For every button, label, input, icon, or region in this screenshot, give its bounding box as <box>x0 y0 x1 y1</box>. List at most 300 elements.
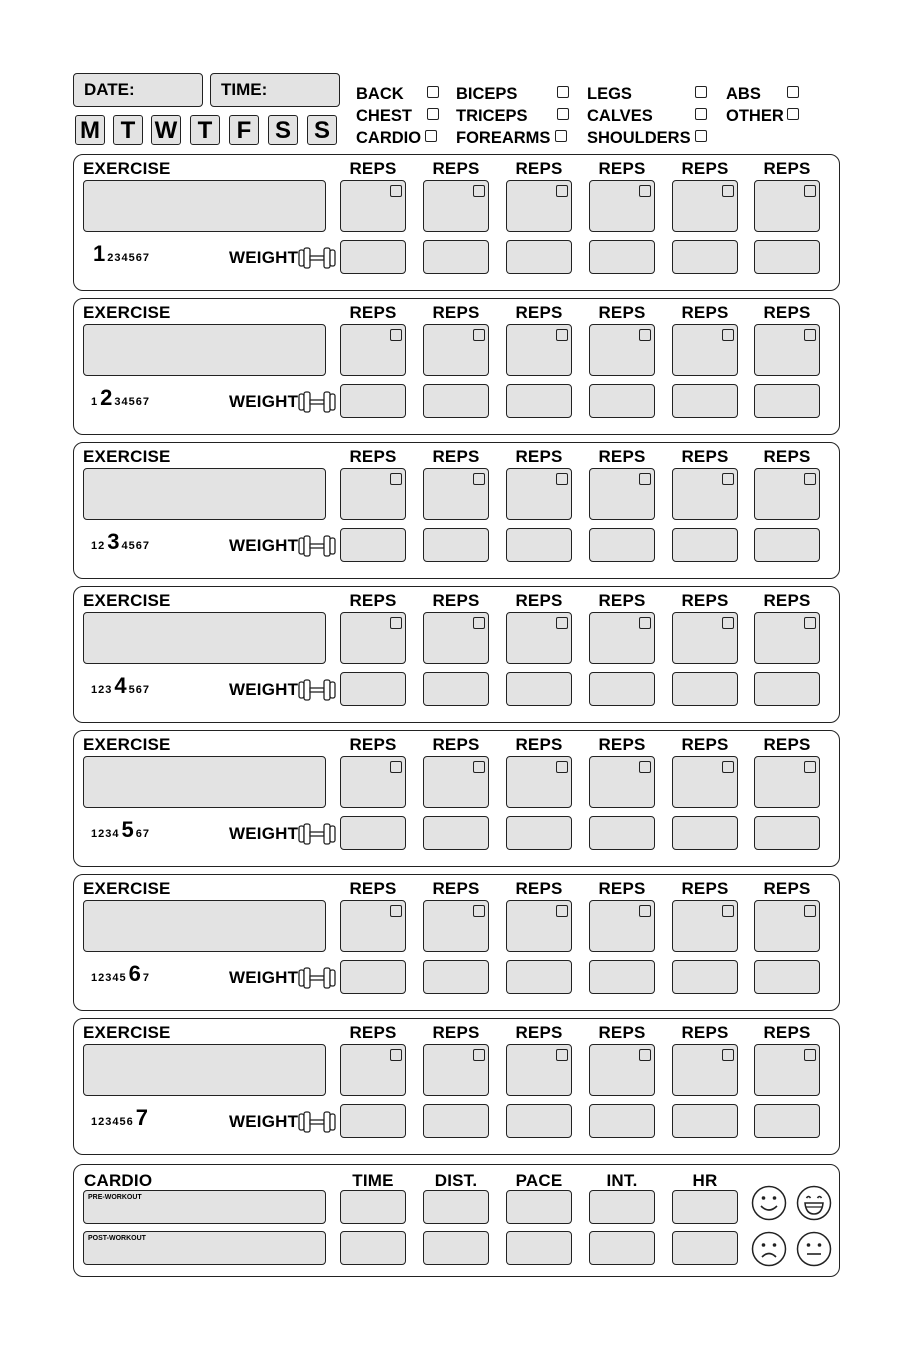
reps-field-set-6[interactable] <box>754 612 820 664</box>
reps-field-set-4[interactable] <box>589 900 655 952</box>
exercise-name-field[interactable] <box>83 180 326 232</box>
reps-field-set-1[interactable] <box>340 468 406 520</box>
reps-label: REPS <box>598 447 646 466</box>
dumbbell-icon <box>298 533 336 559</box>
weight-field-set-3[interactable] <box>506 816 572 850</box>
weight-field-set-3[interactable] <box>506 240 572 274</box>
post-hr-field[interactable] <box>672 1231 738 1265</box>
day-number: 3 <box>105 972 112 984</box>
weight-field-set-4[interactable] <box>589 384 655 418</box>
reps-field-set-2[interactable] <box>423 468 489 520</box>
exercise-label: EXERCISE <box>83 303 171 322</box>
reps-label: REPS <box>681 1023 729 1042</box>
muscle-checkbox-forearms[interactable] <box>555 130 567 142</box>
reps-label: REPS <box>515 591 563 610</box>
day-number: 1 <box>91 828 98 840</box>
set-complete-checkbox[interactable] <box>473 761 485 773</box>
day-number: 5 <box>121 817 134 842</box>
weight-field-set-4[interactable] <box>589 528 655 562</box>
weight-field-set-5[interactable] <box>672 1104 738 1138</box>
weight-field-set-2[interactable] <box>423 960 489 994</box>
reps-field-set-5[interactable] <box>672 324 738 376</box>
post-workout-field[interactable] <box>83 1231 326 1265</box>
day-thursday[interactable]: T <box>190 115 220 145</box>
reps-label: REPS <box>681 591 729 610</box>
set-complete-checkbox[interactable] <box>804 617 816 629</box>
day-number: 6 <box>135 252 142 264</box>
day-number: 7 <box>142 684 149 696</box>
weight-field-set-3[interactable] <box>506 1104 572 1138</box>
day-number: 1 <box>93 241 106 266</box>
day-number: 3 <box>114 396 121 408</box>
reps-label: REPS <box>763 303 811 322</box>
weight-field-set-6[interactable] <box>754 816 820 850</box>
day-number-indicator <box>91 817 150 843</box>
weight-field-set-3[interactable] <box>506 528 572 562</box>
pre-int-field[interactable] <box>589 1190 655 1224</box>
muscle-checkbox-other[interactable] <box>787 108 799 120</box>
dumbbell-icon <box>298 245 336 271</box>
reps-field-set-1[interactable] <box>340 1044 406 1096</box>
exercise-block-5 <box>73 730 840 867</box>
day-number: 6 <box>135 828 142 840</box>
set-complete-checkbox[interactable] <box>722 617 734 629</box>
muscle-label-cardio: CARDIO <box>356 129 422 147</box>
reps-label: REPS <box>598 879 646 898</box>
set-complete-checkbox[interactable] <box>556 905 568 917</box>
day-number: 2 <box>107 252 114 264</box>
weight-field-set-1[interactable] <box>340 960 406 994</box>
set-complete-checkbox[interactable] <box>804 905 816 917</box>
weight-field-set-5[interactable] <box>672 240 738 274</box>
weight-label: WEIGHT <box>229 392 299 411</box>
set-complete-checkbox[interactable] <box>390 905 402 917</box>
reps-label: REPS <box>515 1023 563 1042</box>
weight-field-set-5[interactable] <box>672 672 738 706</box>
weight-field-set-1[interactable] <box>340 240 406 274</box>
day-number: 6 <box>135 540 142 552</box>
weight-field-set-4[interactable] <box>589 672 655 706</box>
day-number: 5 <box>119 1116 126 1128</box>
reps-label: REPS <box>681 303 729 322</box>
day-sunday[interactable]: S <box>307 115 337 145</box>
reps-label: REPS <box>349 447 397 466</box>
reps-label: REPS <box>515 879 563 898</box>
weight-field-set-3[interactable] <box>506 672 572 706</box>
reps-label: REPS <box>763 591 811 610</box>
exercise-label: EXERCISE <box>83 159 171 178</box>
weight-field-set-6[interactable] <box>754 240 820 274</box>
weight-field-set-5[interactable] <box>672 528 738 562</box>
pre-dist-field[interactable] <box>423 1190 489 1224</box>
muscle-label-other: OTHER <box>726 107 784 125</box>
reps-field-set-3[interactable] <box>506 468 572 520</box>
day-number: 7 <box>142 540 149 552</box>
weight-field-set-5[interactable] <box>672 384 738 418</box>
reps-label: REPS <box>515 159 563 178</box>
weight-field-set-2[interactable] <box>423 1104 489 1138</box>
set-complete-checkbox[interactable] <box>556 1049 568 1061</box>
reps-field-set-2[interactable] <box>423 1044 489 1096</box>
cardio-col-dist: DIST. <box>434 1171 478 1190</box>
cardio-col-time: TIME <box>352 1171 394 1190</box>
day-number: 3 <box>105 828 112 840</box>
weight-field-set-6[interactable] <box>754 672 820 706</box>
set-complete-checkbox[interactable] <box>556 617 568 629</box>
reps-label: REPS <box>598 735 646 754</box>
muscle-checkbox-biceps[interactable] <box>557 86 569 98</box>
set-complete-checkbox[interactable] <box>639 761 651 773</box>
exercise-block-7 <box>73 1018 840 1155</box>
dumbbell-icon <box>298 821 336 847</box>
reps-field-set-2[interactable] <box>423 324 489 376</box>
set-complete-checkbox[interactable] <box>722 473 734 485</box>
reps-label: REPS <box>515 303 563 322</box>
set-complete-checkbox[interactable] <box>804 329 816 341</box>
reps-field-set-2[interactable] <box>423 612 489 664</box>
weight-field-set-6[interactable] <box>754 384 820 418</box>
muscle-checkbox-shoulders[interactable] <box>695 130 707 142</box>
day-number: 2 <box>98 684 105 696</box>
set-complete-checkbox[interactable] <box>390 185 402 197</box>
set-complete-checkbox[interactable] <box>556 473 568 485</box>
day-number: 3 <box>114 252 121 264</box>
reps-label: REPS <box>432 735 480 754</box>
reps-label: REPS <box>763 447 811 466</box>
reps-field-set-4[interactable] <box>589 180 655 232</box>
day-number: 6 <box>135 684 142 696</box>
reps-field-set-5[interactable] <box>672 900 738 952</box>
exercise-label: EXERCISE <box>83 447 171 466</box>
smile-icon[interactable] <box>751 1185 787 1221</box>
reps-field-set-5[interactable] <box>672 612 738 664</box>
day-number: 6 <box>128 961 141 986</box>
set-complete-checkbox[interactable] <box>722 329 734 341</box>
cardio-col-pace: PACE <box>515 1171 563 1190</box>
exercise-name-field[interactable] <box>83 612 326 664</box>
reps-field-set-4[interactable] <box>589 324 655 376</box>
reps-label: REPS <box>598 1023 646 1042</box>
reps-label: REPS <box>763 159 811 178</box>
dumbbell-icon <box>298 1109 336 1135</box>
exercise-block-3 <box>73 442 840 579</box>
exercise-name-field[interactable] <box>83 756 326 808</box>
reps-field-set-3[interactable] <box>506 900 572 952</box>
weight-field-set-5[interactable] <box>672 816 738 850</box>
muscle-checkbox-back[interactable] <box>427 86 439 98</box>
set-complete-checkbox[interactable] <box>639 329 651 341</box>
reps-label: REPS <box>349 303 397 322</box>
pre-pace-field[interactable] <box>506 1190 572 1224</box>
post-time-field[interactable] <box>340 1231 406 1265</box>
reps-field-set-4[interactable] <box>589 756 655 808</box>
set-complete-checkbox[interactable] <box>473 905 485 917</box>
exercise-block-6 <box>73 874 840 1011</box>
reps-label: REPS <box>349 879 397 898</box>
muscle-checkbox-legs[interactable] <box>695 86 707 98</box>
reps-field-set-3[interactable] <box>506 1044 572 1096</box>
set-complete-checkbox[interactable] <box>639 617 651 629</box>
grin-icon[interactable] <box>796 1185 832 1221</box>
post-dist-field[interactable] <box>423 1231 489 1265</box>
set-complete-checkbox[interactable] <box>390 617 402 629</box>
weight-field-set-1[interactable] <box>340 816 406 850</box>
day-number: 4 <box>112 972 119 984</box>
muscle-checkbox-cardio[interactable] <box>425 130 437 142</box>
muscle-checkbox-abs[interactable] <box>787 86 799 98</box>
exercise-label: EXERCISE <box>83 879 171 898</box>
dumbbell-icon <box>298 677 336 703</box>
muscle-label-abs: ABS <box>726 85 761 103</box>
reps-field-set-4[interactable] <box>589 468 655 520</box>
day-number: 5 <box>128 540 135 552</box>
weight-label: WEIGHT <box>229 536 299 555</box>
day-number: 4 <box>121 396 128 408</box>
set-complete-checkbox[interactable] <box>804 761 816 773</box>
day-number: 7 <box>135 1105 148 1130</box>
reps-field-set-5[interactable] <box>672 180 738 232</box>
day-monday[interactable]: M <box>75 115 105 145</box>
day-number: 1 <box>91 972 98 984</box>
weight-field-set-2[interactable] <box>423 816 489 850</box>
reps-field-set-5[interactable] <box>672 756 738 808</box>
day-number: 4 <box>112 1116 119 1128</box>
day-number: 2 <box>98 1116 105 1128</box>
dumbbell-icon <box>298 389 336 415</box>
day-number: 5 <box>128 396 135 408</box>
reps-field-set-4[interactable] <box>589 1044 655 1096</box>
muscle-label-triceps: TRICEPS <box>456 107 528 125</box>
frown-icon[interactable] <box>751 1231 787 1267</box>
day-number: 2 <box>100 385 113 410</box>
set-complete-checkbox[interactable] <box>390 1049 402 1061</box>
reps-field-set-3[interactable] <box>506 756 572 808</box>
reps-field-set-2[interactable] <box>423 900 489 952</box>
day-number-indicator <box>91 673 150 699</box>
set-complete-checkbox[interactable] <box>556 185 568 197</box>
exercise-name-field[interactable] <box>83 468 326 520</box>
day-number-indicator <box>91 961 150 987</box>
weight-field-set-5[interactable] <box>672 960 738 994</box>
pre-workout-field[interactable] <box>83 1190 326 1224</box>
weight-field-set-1[interactable] <box>340 384 406 418</box>
exercise-block-4 <box>73 586 840 723</box>
set-complete-checkbox[interactable] <box>556 761 568 773</box>
set-complete-checkbox[interactable] <box>473 1049 485 1061</box>
reps-label: REPS <box>598 591 646 610</box>
day-number: 4 <box>112 828 119 840</box>
set-complete-checkbox[interactable] <box>390 329 402 341</box>
reps-label: REPS <box>432 1023 480 1042</box>
post-workout-label: POST-WORKOUT <box>88 1235 146 1242</box>
post-pace-field[interactable] <box>506 1231 572 1265</box>
reps-field-set-2[interactable] <box>423 756 489 808</box>
pre-time-field[interactable] <box>340 1190 406 1224</box>
reps-field-set-1[interactable] <box>340 900 406 952</box>
weight-field-set-4[interactable] <box>589 960 655 994</box>
cardio-panel <box>73 1164 840 1277</box>
reps-field-set-5[interactable] <box>672 1044 738 1096</box>
reps-label: REPS <box>349 1023 397 1042</box>
exercise-block-2 <box>73 298 840 435</box>
muscle-label-back: BACK <box>356 85 404 103</box>
reps-label: REPS <box>349 735 397 754</box>
time-field[interactable] <box>210 73 340 107</box>
reps-label: REPS <box>432 303 480 322</box>
reps-label: REPS <box>763 735 811 754</box>
reps-field-set-3[interactable] <box>506 324 572 376</box>
weight-field-set-6[interactable] <box>754 960 820 994</box>
reps-label: REPS <box>681 879 729 898</box>
reps-label: REPS <box>681 447 729 466</box>
reps-label: REPS <box>432 159 480 178</box>
date-label: DATE: <box>84 80 135 99</box>
day-number: 3 <box>105 1116 112 1128</box>
reps-field-set-1[interactable] <box>340 756 406 808</box>
weight-field-set-4[interactable] <box>589 816 655 850</box>
day-number-indicator <box>91 1105 150 1131</box>
weight-field-set-1[interactable] <box>340 672 406 706</box>
weight-field-set-2[interactable] <box>423 672 489 706</box>
exercise-name-field[interactable] <box>83 1044 326 1096</box>
reps-label: REPS <box>515 735 563 754</box>
set-complete-checkbox[interactable] <box>639 905 651 917</box>
day-number: 4 <box>121 252 128 264</box>
weight-field-set-3[interactable] <box>506 384 572 418</box>
muscle-label-forearms: FOREARMS <box>456 129 551 147</box>
weight-field-set-4[interactable] <box>589 240 655 274</box>
day-number: 1 <box>91 684 98 696</box>
reps-label: REPS <box>598 159 646 178</box>
set-complete-checkbox[interactable] <box>390 473 402 485</box>
exercise-label: EXERCISE <box>83 591 171 610</box>
reps-label: REPS <box>432 447 480 466</box>
reps-label: REPS <box>598 303 646 322</box>
muscle-checkbox-chest[interactable] <box>427 108 439 120</box>
weight-field-set-6[interactable] <box>754 1104 820 1138</box>
day-number: 5 <box>119 972 126 984</box>
set-complete-checkbox[interactable] <box>722 1049 734 1061</box>
day-friday[interactable]: F <box>229 115 259 145</box>
reps-label: REPS <box>681 159 729 178</box>
day-number: 6 <box>135 396 142 408</box>
pre-workout-label: PRE-WORKOUT <box>88 1194 142 1201</box>
day-number-indicator <box>91 241 150 267</box>
set-complete-checkbox[interactable] <box>804 473 816 485</box>
reps-field-set-3[interactable] <box>506 612 572 664</box>
day-number: 5 <box>128 252 135 264</box>
reps-field-set-4[interactable] <box>589 612 655 664</box>
reps-field-set-1[interactable] <box>340 324 406 376</box>
day-number: 2 <box>98 972 105 984</box>
reps-field-set-1[interactable] <box>340 612 406 664</box>
weight-field-set-2[interactable] <box>423 240 489 274</box>
set-complete-checkbox[interactable] <box>639 1049 651 1061</box>
reps-field-set-5[interactable] <box>672 468 738 520</box>
muscle-label-chest: CHEST <box>356 107 412 125</box>
reps-field-set-1[interactable] <box>340 180 406 232</box>
reps-label: REPS <box>349 591 397 610</box>
weight-field-set-1[interactable] <box>340 528 406 562</box>
set-complete-checkbox[interactable] <box>804 185 816 197</box>
set-complete-checkbox[interactable] <box>473 473 485 485</box>
day-number: 3 <box>105 684 112 696</box>
neutral-face-icon[interactable] <box>796 1231 832 1267</box>
reps-field-set-6[interactable] <box>754 1044 820 1096</box>
reps-label: REPS <box>349 159 397 178</box>
reps-field-set-6[interactable] <box>754 324 820 376</box>
exercise-block-1 <box>73 154 840 291</box>
set-complete-checkbox[interactable] <box>473 329 485 341</box>
weight-field-set-1[interactable] <box>340 1104 406 1138</box>
weight-field-set-2[interactable] <box>423 384 489 418</box>
reps-label: REPS <box>432 591 480 610</box>
exercise-label: EXERCISE <box>83 1023 171 1042</box>
muscle-checkbox-triceps[interactable] <box>557 108 569 120</box>
reps-field-set-6[interactable] <box>754 756 820 808</box>
weight-label: WEIGHT <box>229 680 299 699</box>
reps-label: REPS <box>763 1023 811 1042</box>
reps-field-set-3[interactable] <box>506 180 572 232</box>
reps-label: REPS <box>681 735 729 754</box>
exercise-name-field[interactable] <box>83 900 326 952</box>
cardio-col-hr: HR <box>692 1171 718 1190</box>
cardio-col-int: INT. <box>606 1171 638 1190</box>
set-complete-checkbox[interactable] <box>556 329 568 341</box>
set-complete-checkbox[interactable] <box>722 185 734 197</box>
set-complete-checkbox[interactable] <box>473 617 485 629</box>
post-int-field[interactable] <box>589 1231 655 1265</box>
day-tuesday[interactable]: T <box>113 115 143 145</box>
weight-field-set-6[interactable] <box>754 528 820 562</box>
reps-field-set-6[interactable] <box>754 900 820 952</box>
weight-field-set-3[interactable] <box>506 960 572 994</box>
muscle-label-biceps: BICEPS <box>456 85 518 103</box>
reps-field-set-2[interactable] <box>423 180 489 232</box>
weight-label: WEIGHT <box>229 1112 299 1131</box>
day-number: 7 <box>142 396 149 408</box>
day-number: 1 <box>91 396 98 408</box>
day-number: 5 <box>128 684 135 696</box>
weight-field-set-2[interactable] <box>423 528 489 562</box>
day-wednesday[interactable]: W <box>151 115 181 145</box>
muscle-checkbox-calves[interactable] <box>695 108 707 120</box>
day-saturday[interactable]: S <box>268 115 298 145</box>
set-complete-checkbox[interactable] <box>722 905 734 917</box>
day-number-indicator <box>91 385 150 411</box>
set-complete-checkbox[interactable] <box>390 761 402 773</box>
weight-label: WEIGHT <box>229 248 299 267</box>
set-complete-checkbox[interactable] <box>722 761 734 773</box>
reps-label: REPS <box>763 879 811 898</box>
set-complete-checkbox[interactable] <box>804 1049 816 1061</box>
set-complete-checkbox[interactable] <box>639 185 651 197</box>
day-number: 1 <box>91 1116 98 1128</box>
date-field[interactable] <box>73 73 203 107</box>
reps-field-set-6[interactable] <box>754 180 820 232</box>
reps-field-set-6[interactable] <box>754 468 820 520</box>
dumbbell-icon <box>298 965 336 991</box>
set-complete-checkbox[interactable] <box>639 473 651 485</box>
day-number: 1 <box>91 540 98 552</box>
reps-label: REPS <box>432 879 480 898</box>
day-number: 7 <box>142 252 149 264</box>
muscle-label-shoulders: SHOULDERS <box>587 129 691 147</box>
weight-field-set-4[interactable] <box>589 1104 655 1138</box>
set-complete-checkbox[interactable] <box>473 185 485 197</box>
pre-hr-field[interactable] <box>672 1190 738 1224</box>
exercise-name-field[interactable] <box>83 324 326 376</box>
